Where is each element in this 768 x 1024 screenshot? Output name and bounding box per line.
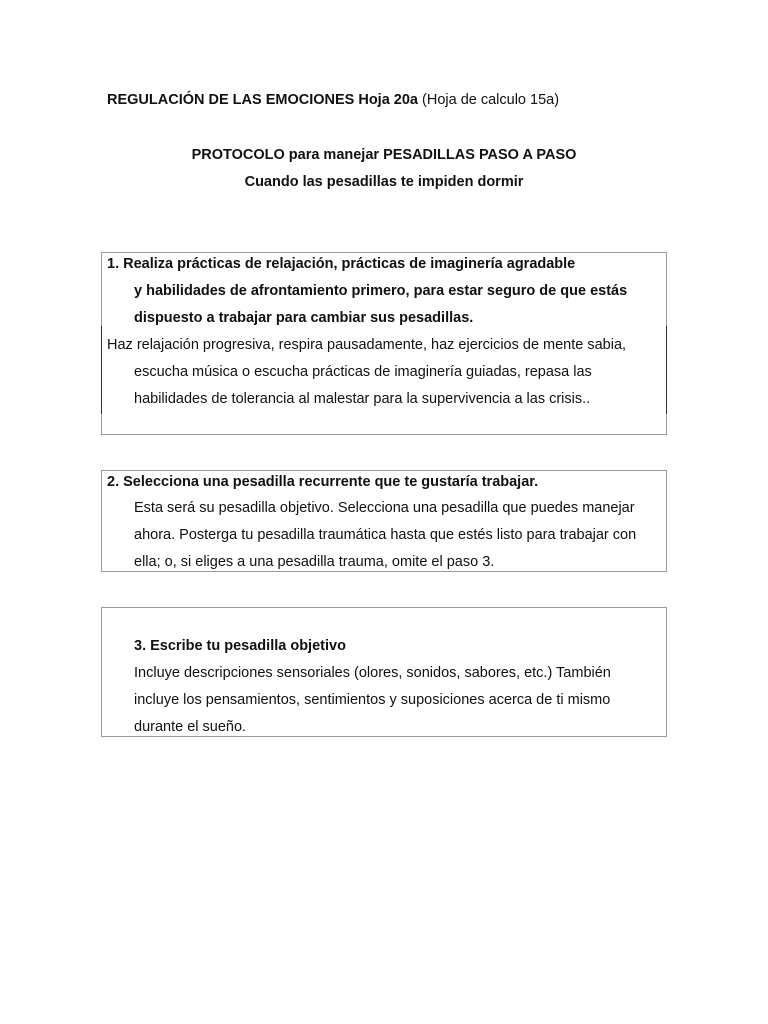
step-3-title-line-1: 3. Escribe tu pesadilla objetivo xyxy=(134,638,346,654)
step-2-body-line-2: ahora. Posterga tu pesadilla traumática hasta que estés listo para trabajar con xyxy=(134,527,637,543)
document-title xyxy=(107,91,559,109)
step-1-body-line-3: habilidades de tolerancia al malestar para la supervivencia a las crisis.. xyxy=(134,391,591,407)
step-2-body-line-3: ella; o, si eliges a una pesadilla trauma, omite el paso 3. xyxy=(134,554,495,570)
step-3-body-line-3: durante el sueño. xyxy=(134,719,247,735)
step-3-body-line-1: Incluye descripciones sensoriales (olores, sonidos, sabores, etc.) También xyxy=(134,665,611,681)
step-1-title-line-2: y habilidades de afrontamiento primero, para estar seguro de que estás xyxy=(134,283,628,299)
protocol-heading: PROTOCOLO para manejar PESADILLAS PASO A PASO xyxy=(191,147,577,163)
step-2-body-line-1: Esta será su pesadilla objetivo. Selecciona una pesadilla que puedes manejar xyxy=(134,500,635,516)
step-1-title-line-1: 1. Realiza prácticas de relajación, prácticas de imaginería agradable xyxy=(107,256,576,272)
step-1-body-line-2: escucha música o escucha prácticas de imaginería guiadas, repasa las xyxy=(134,364,592,380)
protocol-subheading: Cuando las pesadillas te impiden dormir xyxy=(244,174,524,190)
step-1-body-line-1: Haz relajación progresiva, respira pausadamente, haz ejercicios de mente sabia, xyxy=(107,337,627,353)
step-1-right-edge-mark xyxy=(666,326,667,414)
step-2-box xyxy=(101,470,667,572)
step-2-title-line-1: 2. Selecciona una pesadilla recurrente que te gustaría trabajar. xyxy=(107,474,539,490)
step-1-title-line-3: dispuesto a trabajar para cambiar sus pesadillas. xyxy=(134,310,474,326)
step-1-left-edge-mark xyxy=(101,326,102,414)
document-title-reference: (Hoja de calculo 15a) xyxy=(418,92,560,108)
document-title-main: REGULACIÓN DE LAS EMOCIONES Hoja 20a xyxy=(107,92,418,108)
step-3-body-line-2: incluye los pensamientos, sentimientos y suposiciones acerca de ti mismo xyxy=(134,692,611,708)
step-1-box xyxy=(101,252,667,435)
step-3-box xyxy=(101,607,667,737)
